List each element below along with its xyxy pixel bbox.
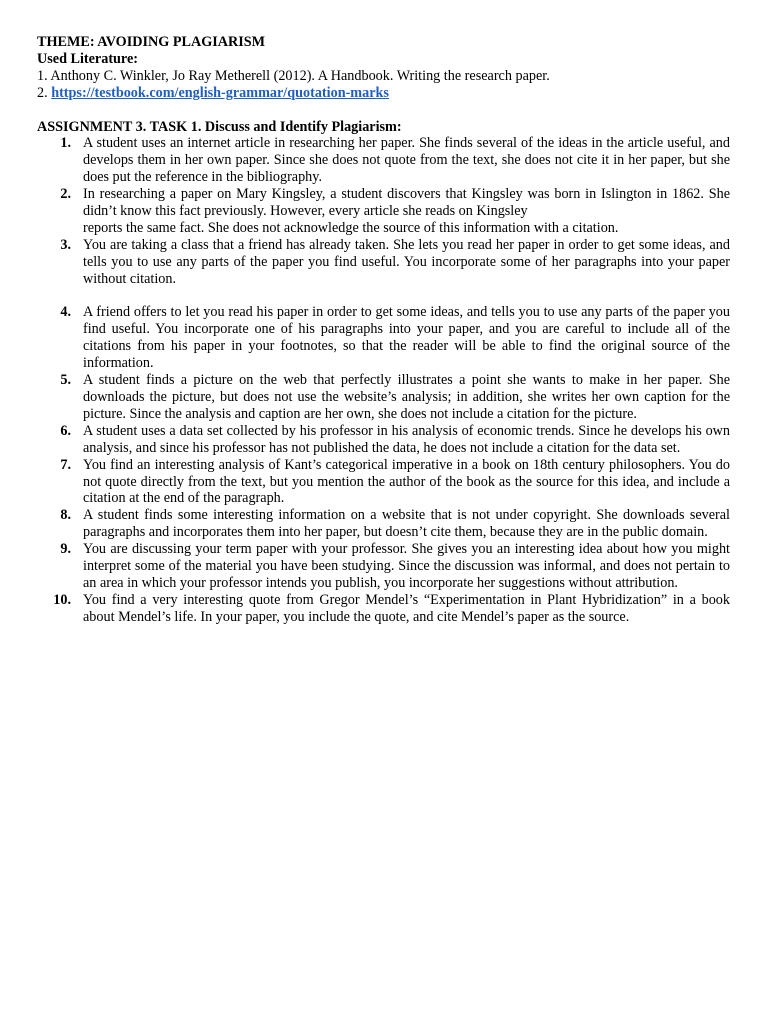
task-text: You find an interesting analysis of Kant’s categorical imperative in a book on 18th century philosophers. You do not quote directly from the text, but you mention the author of the book as the source for this idea, and include a citation at the end of the paragraph. xyxy=(83,456,730,507)
reference-2-link[interactable]: https://testbook.com/english-grammar/quotation-marks xyxy=(51,84,389,101)
task-item-7 xyxy=(37,457,730,508)
reference-1-number: 1. xyxy=(37,67,48,84)
task-number: 10. xyxy=(53,591,71,608)
task-number: 7. xyxy=(60,456,71,473)
task-text: You find a very interesting quote from Gregor Mendel’s “Experimentation in Plant Hybridization” in a book about Mendel’s life. In your paper, you include the quote, and cite Mendel’s paper as the source. xyxy=(83,591,730,625)
task-item-3 xyxy=(37,237,730,288)
reference-2-number: 2. xyxy=(37,84,48,101)
task-number: 8. xyxy=(60,507,71,524)
task-number: 9. xyxy=(60,541,71,558)
task-number: 6. xyxy=(60,422,71,439)
reference-1 xyxy=(37,68,730,85)
task-text: A friend offers to let you read his paper in order to get some ideas, and tells you to use any parts of the paper you find useful. You incorporate one of his paragraphs into your paper, and you are careful to include all of the citations from his paper in your footnotes, so that the reader will be able to find the original source of the information. xyxy=(83,304,730,372)
task-text: A student uses a data set collected by his professor in his analysis of economic trends. Since he develops his own analysis, and since his professor has not published the data, he does not include a citation for the data set. xyxy=(83,422,730,456)
task-item-4 xyxy=(37,304,730,372)
task-item-6 xyxy=(37,423,730,457)
task-item-1 xyxy=(37,135,730,186)
reference-1-text: Anthony C. Winkler, Jo Ray Metherell (2012). A Handbook. Writing the research paper. xyxy=(50,67,550,84)
task-item-2 xyxy=(37,186,730,237)
task-text: You are taking a class that a friend has already taken. She lets you read her paper in order to get some ideas, and tells you to use any parts of the paper you find useful. You incorporate some of her paragraphs into your paper without citation. xyxy=(83,236,730,287)
task-item-9 xyxy=(37,541,730,592)
task-text: You are discussing your term paper with your professor. She gives you an interesting idea about how you might interpret some of the material you have been studying. Since the discussion was informal, and does not pertain to an area in which your professor intends you publish, you incorporate her suggestions without attribution. xyxy=(83,541,730,591)
task-text: A student finds some interesting information on a website that is not under copyright. She downloads several paragraphs and incorporates them into her paper, but doesn’t cite them, because they are in the public domain. xyxy=(83,507,730,541)
task-text: In researching a paper on Mary Kingsley, a student discovers that Kingsley was born in Islington in 1862. She didn’t know this fact previously. However, every article she reads on Kingsley xyxy=(83,186,730,220)
task-number: 3. xyxy=(60,236,71,253)
task-number: 1. xyxy=(60,135,71,152)
task-item-8 xyxy=(37,507,730,541)
task-text: A student finds a picture on the web that perfectly illustrates a point she wants to make in her paper. She downloads the picture, but does not use the website’s analysis; in addition, she writes her own caption for the picture. Since the analysis and caption are her own, she does not include a citation for the picture. xyxy=(83,372,730,422)
task-list xyxy=(37,135,730,625)
task-text-continued: reports the same fact. She does not acknowledge the source of this information with a citation. xyxy=(83,219,619,236)
task-number: 2. xyxy=(60,186,71,203)
task-item-10 xyxy=(37,592,730,626)
task-item-5 xyxy=(37,372,730,423)
task-text: A student uses an internet article in researching her paper. She finds several of the ideas in the article useful, and develops them in her own paper. Since she does not quote from the text, she does not cite it in her paper, but she does put the reference in the bibliography. xyxy=(83,135,730,186)
task-number: 4. xyxy=(60,304,71,321)
spacer xyxy=(37,102,730,119)
reference-2 xyxy=(37,85,730,102)
assignment-heading: ASSIGNMENT 3. TASK 1. Discuss and Identify Plagiarism: xyxy=(37,118,402,135)
task-number: 5. xyxy=(60,372,71,389)
literature-heading: Used Literature: xyxy=(37,50,138,67)
theme-title: THEME: AVOIDING PLAGIARISM xyxy=(37,34,266,50)
